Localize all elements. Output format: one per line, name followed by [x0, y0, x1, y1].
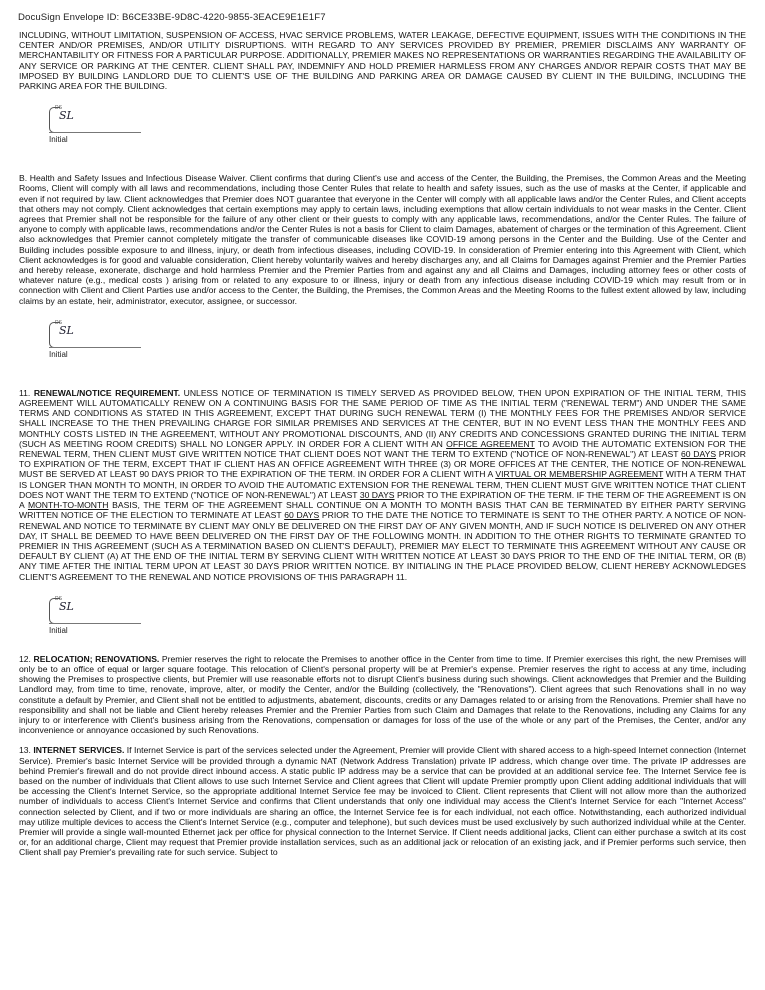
initial-line	[49, 347, 141, 348]
underlined-term: 30 DAYS	[359, 489, 395, 500]
paragraph-13-internet	[19, 745, 746, 857]
section-text: Premier reserves the right to relocate the Premises to another office in the Center from time to time. If Premier exercises this right, the new Premises will only be to an office of equal or larger square footage. This relocation of Client's personal property will be at Premier's expense. Premier reserves the right to access at any time, including showing the Premises to prospective clients, but Premier will use reasonable efforts not to disrupt Client's business during such showings. Client acknowledges that Premier and the Building Landlord may, from time to time, renovate, improve, alter, or modify the Center, and/or the Building (collectively, the "Renovations"). Client agrees that such Renovations shall in no way constitute a default by Premier, and Client shall not be entitled to adjustments, abatement, discounts, credits or any Damages related to or arising from the Renovations. Premier shall have no responsibility and shall not be liable and Client hereby releases Premier and the Premier Parties from such Claim and Damages that relate to the Renovations, including any Claims for any injury to or interference with Client's business arising from the Renovations, compensation or damages for loss of the use of the whole or any part of the Premises, the Center, and/or any inconvenience or annoyance occasioned by such Renovations.	[19, 653, 746, 736]
document-body	[19, 30, 746, 858]
section-number: 11.	[19, 387, 34, 398]
initial-label: Initial	[49, 349, 68, 359]
section-text: TO AVOID THE AUTOMATIC EXTENSION FOR THE RENEWAL TERM, THEN CLIENT MUST GIVE WRITTEN NOTICE THAT CLIENT DOES NOT WANT THE TERM TO EXTEND ("NOTICE OF NON-RENEWAL") AT LEAST	[19, 438, 747, 460]
initial-signature: SL	[59, 109, 74, 123]
paragraph-b-health-safety: B. Health and Safety Issues and Infectious Disease Waiver. Client confirms that during Client's use and access of the Center, the Building, the Premises, the Common Areas and the Meeting Rooms, Client will comply with all laws and recommendations, including those Center Rules that relate to health and safety issues, such as the use of masks at the Center, if applicable and even if not required by law. Client acknowledges that Premier does NOT guarantee that everyone in the Center will comply with all applicable laws and/or the Center Rules, and Client accepts that others may not comply. Client acknowledges that certain exemptions may apply to certain laws, including exemptions that allow certain individuals to not wear masks in the Center. Client agrees that Premier shall not be responsible for the failure of any other client or their guests to comply with any applicable laws, recommendations, and/or the Center Rules. The failure of anyone to comply with applicable laws, recommendations and/or the Center Rules is not a basis for Client to claim Damages, abatement of charges or the termination of this Agreement. Client also acknowledges that Premier cannot completely mitigate the transfer of communicable diseases like COVID-19 among persons in the Center and the Building. Use of the Center and Building includes possible exposure to and illness, injury, or death from infectious diseases, including COVID-19. In consideration of Premier entering into this Agreement with Client, which Client acknowledges is for good and valuable consideration, Client hereby voluntarily waives and hereby discharges any, and all Claims for Damages against Premier and the Premier Parties and hereby release, exonerate, discharge and hold harmless Premier and the Premier Parties from and against any and all Claims and Damages, including attorney fees or other costs of whatever nature (e.g., medical costs ) arising from or related to any exposure to or illness, injury or death from any infectious disease including COVID-19 which may result from or in connection with Client and Client Parties use and/or access to the Center, the Building, the Premises, the Common Areas and the Meeting Rooms to the fullest extent allowed by law, including claims by an estate, heir, administrator, executor, assignee, or successor.	[19, 173, 746, 306]
docusign-stamp: DS	[55, 105, 62, 112]
section-text: If Internet Service is part of the services selected under the Agreement, Premier will provide Client with shared access to a high-speed Internet connection (Internet Service). Premier's basic Internet Service will be provided through a dynamic NAT (Network Address Translation) private IP address, which change over time. The private IP addresses are behind Premier's firewall and do not provide direct inbound access. A static public IP address may be a service that can be provided at an additional service fee. The Internet Service fee is based on the number of individuals that Client allows to use such Internet Service and Client agrees that Client will update Premier promptly upon Client adding additional individuals that will be accessing the Client's Internet Service, so the appropriate additional Internet Service fee may be invoiced to Client. Client represents that Client will not allow more than the authorized number of individuals to access Client's Internet Service and confirms that Client understands that only one individual may access the Client's Internet Service for each "Internet Access" connection selected by Client, and if two or more individuals are sharing an office, the Internet Service fee is for each individual, not each office. Notwithstanding, each authorized individual may utilize multiple devices to access the Client's Internet Service (e.g., computer and telephone), but such devices must be used exclusively by such authorized individual while at the Center. Premier will provide a single wall-mounted Ethernet jack per office for physical connection to the Internet Service. If Client needs additional jacks, Client can either purchase a switch at its cost or, for an additional charge, Client may request that Premier provide installation services, such as an additional jack or relocation of an existing jack, and if Premier performs such service, then Client shall pay Premier's prevailing rate for such service. Subject to	[19, 745, 746, 858]
initial-block-1[interactable]	[19, 101, 746, 153]
section-text: PRIOR TO THE DATE THE NOTICE TO TERMINATE IS SENT TO THE OTHER PARTY. A NOTICE OF NON-RENEWAL AND NOTICE TO TERMINATE BY CLIENT MAY ONLY BE DELIVERED ON THE FIRST DAY OF ANY GIVEN MONTH, AND IF SUCH NOTICE IS DELIVERED ON ANY OTHER DAY, IT SHALL BE DEEMED TO HAVE BEEN DELIVERED ON THE FIRST DAY OF THE FOLLOWING MONTH. IN ADDITION TO THE OTHER RIGHTS TO TERMINATE GRANTED TO PREMIER IN THIS AGREEMENT (SUCH AS A TERMINATION BASED ON CLIENT'S DEFAULT), PREMIER MAY ELECT TO TERMINATE THIS AGREEMENT WITHOUT ANY CAUSE OR DEFAULT BY CLIENT (A) AT THE END OF THE INITIAL TERM BY SERVING CLIENT WITH WRITTEN NOTICE AT LEAST 30 DAYS PRIOR TO THE END OF THE INITIAL TERM, OR (B) ANY TIME AFTER THE INITIAL TERM UPON AT LEAST 30 DAYS PRIOR WRITTEN NOTICE. BY INITIALING IN THE PLACE PROVIDED BELOW, CLIENT HEREBY ACKNOWLEDGES CLIENT'S AGREEMENT TO THE RENEWAL AND NOTICE PROVISIONS OF THIS PARAGRAPH 11.	[19, 510, 746, 582]
initial-signature: SL	[59, 599, 74, 613]
underlined-term: MONTH-TO-MONTH	[27, 500, 109, 511]
initial-label: Initial	[49, 625, 68, 635]
underlined-term: 60 DAYS	[284, 510, 320, 521]
paragraph-12-relocation	[19, 654, 746, 736]
docusign-stamp: DS	[55, 319, 62, 326]
section-heading: RENEWAL/NOTICE REQUIREMENT.	[33, 387, 181, 398]
docusign-stamp: DS	[55, 595, 62, 602]
spacer	[19, 735, 746, 745]
initial-line	[49, 623, 141, 624]
initial-signature: SL	[59, 323, 74, 337]
spacer	[19, 378, 746, 388]
underlined-term: OFFICE AGREEMENT	[446, 438, 535, 449]
spacer	[19, 163, 746, 173]
initial-line	[49, 132, 141, 133]
initial-label: Initial	[49, 135, 68, 145]
underlined-term: 60 DAYS	[681, 449, 717, 460]
section-heading: INTERNET SERVICES.	[33, 745, 125, 756]
initial-block-2[interactable]	[19, 316, 746, 368]
paragraph-11-renewal	[19, 388, 746, 582]
section-number: 13.	[19, 745, 34, 756]
section-heading: RELOCATION; RENOVATIONS.	[33, 653, 160, 664]
section-text: PRIOR TO THE EXPIRATION OF THE TERM. IF THE TERM OF THE AGREEMENT IS ON A	[19, 489, 747, 511]
initial-block-3[interactable]	[19, 592, 746, 644]
section-text: WITH A TERM THAT IS LONGER THAN MONTH TO MONTH, IN ORDER TO AVOID THE AUTOMATIC EXTENSION FOR THE RENEWAL TERM, THEN CLIENT MUST GIVE WRITTEN NOTICE THAT CLIENT DOES NOT WANT THE TERM TO EXTEND ("NOTICE OF NON-RENEWAL") AT LEAST	[19, 469, 747, 500]
paragraph-waiver-continuation: INCLUDING, WITHOUT LIMITATION, SUSPENSION OF ACCESS, HVAC SERVICE PROBLEMS, WATER LEAKAGE, DEFECTIVE EQUIPMENT, ISSUES WITH THE CONDITIONS IN THE CENTER AND/OR PREMISES, AND/OR UTILITY DISRUPTIONS. WITH REGARD TO ANY SERVICES PROVIDED BY PREMIER, PREMIER DISCLAIMS ANY WARRANTY OF MERCHANTABILITY OR FITNESS FOR A PARTICULAR PURPOSE. ADDITIONALLY, PREMIER MAKES NO REPRESENTATIONS OR WARRANTIES REGARDING THE AVAILABILITY OF ANY SERVICE OR PARKING AT THE CENTER. CLIENT SHALL PAY, INDEMNIFY AND HOLD PREMIER HARMLESS FROM ANY CHARGES AND/OR REPAIR COSTS THAT MAY BE IMPOSED BY BUILDING LANDLORD DUE TO CLIENT'S USE OF THE BUILDING AND PARKING AREA OR DAMAGE CAUSED BY CLIENT IN THE BUILDING, INCLUDING THE PARKING AREA FOR THE BUILDING.	[19, 30, 746, 92]
section-text: BASIS, THE TERM OF THE AGREEMENT SHALL CONTINUE ON A MONTH TO MONTH BASIS THAT CAN BE TERMINATED BY EITHER PARTY SERVING WRITTEN NOTICE OF THE ELECTION TO TERMINATE AT LEAST	[19, 500, 746, 521]
section-text: UNLESS NOTICE OF TERMINATION IS TIMELY SERVED AS PROVIDED BELOW, THEN UPON EXPIRATION OF THE INITIAL TERM, THIS AGREEMENT WILL AUTOMATICALLY RENEW ON A CONTINUING BASIS FOR THE SAME PERIOD OF TIME AS THE INITIAL TERM ("RENEWAL TERM") AND UNDER THE SAME TERMS AND CONDITIONS AS STATED IN THIS AGREEMENT, EXCEPT THAT DURING SUCH RENEWAL TERM (I) THE MONTHLY FEES FOR THE PREMISES AND/OR SERVICE SHALL INCREASE TO THE THEN PREVAILING CHARGE FOR SIMILAR PREMISES AND SERVICES AT THE CENTER, BUT IN NO EVENT LESS THAN THE MONTHLY FEES AND MONTHLY COSTS LISTED IN THE AGREEMENT, WITHOUT ANY PROMOTIONAL DISCOUNTS, AND (II) ANY CREDITS AND CONCESSIONS GRANTED DURING THE INITIAL TERM (SUCH AS MEETING ROOM CREDITS) SHALL NO LONGER APPLY. IN ORDER FOR A CLIENT WITH AN	[19, 387, 746, 449]
section-number: 12.	[19, 653, 34, 664]
section-text: PRIOR TO EXPIRATION OF THE TERM, EXCEPT THAT IF CLIENT HAS AN OFFICE AGREEMENT WITH THREE (3) OR MORE OFFICES AT THE CENTER, THE NOTICE OF NON-RENEWAL MUST BE SERVED AT LEAST 90 DAYS PRIOR TO THE EXPIRATION OF THE TERM. IN ORDER FOR A CLIENT WITH A	[19, 449, 746, 480]
underlined-term: VIRTUAL OR MEMBERSHIP AGREEMENT	[495, 469, 664, 480]
envelope-id: DocuSign Envelope ID: B6CE33BE-9D8C-4220-9855-3EACE9E1E1F7	[18, 12, 326, 23]
